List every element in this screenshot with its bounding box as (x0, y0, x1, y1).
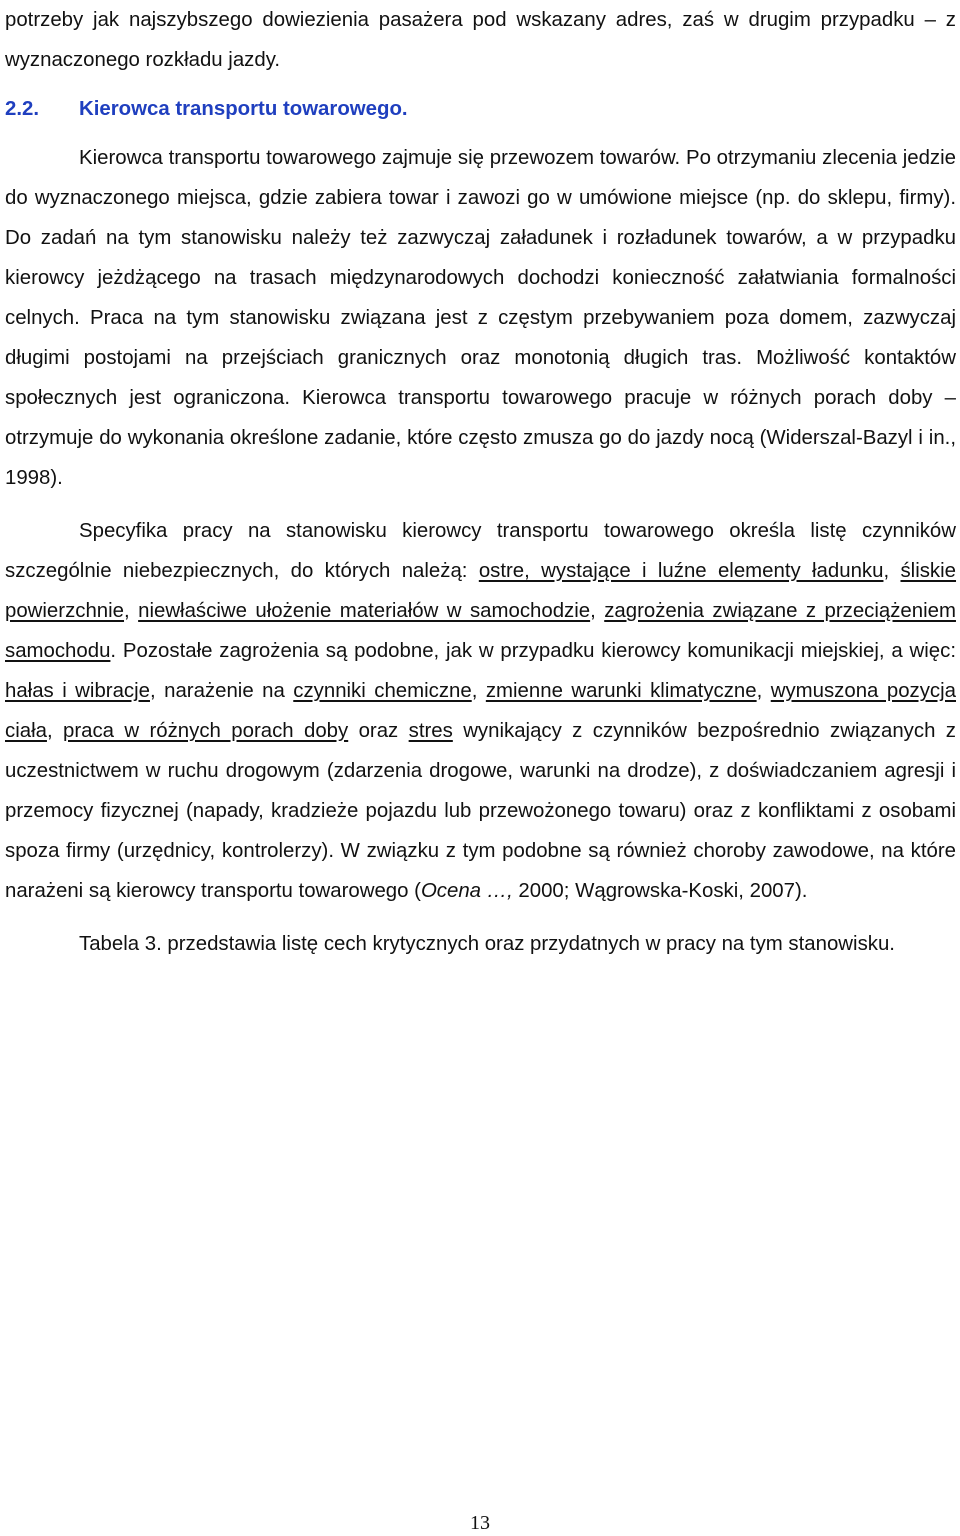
hazard-term: hałas i wibracje (5, 680, 150, 702)
hazard-term: niewłaściwe ułożenie materiałów w samochodzie (138, 600, 591, 622)
spacer (5, 911, 956, 924)
paragraph-hazards (5, 511, 956, 911)
section-heading (5, 89, 956, 129)
hazard-term: zmienne warunki klimatyczne (485, 680, 757, 702)
spacer (5, 498, 956, 511)
hazard-term: śliskie powierzchnie (5, 560, 957, 622)
text-run: 2000; Wągrowska-Koski, 2007). (512, 880, 808, 902)
text-run: , (756, 680, 771, 702)
text-run: , narażenie na (149, 680, 294, 702)
spacer (5, 129, 956, 138)
section-title: Kierowca transportu towarowego. (79, 98, 408, 120)
text-run: Specyfika pracy na stanowisku kierowcy transportu towarowego określa listę czynników szczególnie niebezpiecznych, do których należą: (5, 520, 956, 582)
hazard-term: stres (408, 720, 453, 742)
paragraph-driver-description: Kierowca transportu towarowego zajmuje się przewozem towarów. Po otrzymaniu zlecenia jedzie do wyznaczonego miejsca, gdzie zabiera towar i zawozi go w umówione miejsce (np. do sklepu, firmy). Do zadań na tym stanowisku należy też zazwyczaj załadunek i rozładunek towarów, a w przypadku kierowcy jeżdżącego na trasach międzynarodowych dochodzi konieczność załatwiania formalności celnych. Praca na tym stanowisku związana jest z częstym przebywaniem poza domem, zazwyczaj długimi postojami na przejściach granicznych oraz monotonią długich tras. Możliwość kontaktów społecznych jest ograniczona. Kierowca transportu towarowego pracuje w różnych porach doby – otrzymuje do wykonania określone zadanie, które często zmusza go do jazdy nocą (Widerszal-Bazyl i in., 1998). (5, 147, 956, 489)
section-number: 2.2. (5, 98, 40, 120)
text-run: , (590, 600, 605, 622)
page-number: 13 (470, 1512, 490, 1534)
text-run: , (124, 600, 139, 622)
citation-title: Ocena …, (420, 880, 513, 902)
document-page (5, 0, 956, 964)
hazard-term: czynniki chemiczne (293, 680, 472, 702)
text-run: oraz (348, 720, 409, 742)
text-run: wynikający z czynników bezpośrednio związanych z uczestnictwem w ruchu drogowym (zdarzenia drogowe, warunki na drodze), z doświadczaniem agresji i przemocy fizycznej (napady, kradzieże pojazdu lub przewożonego towaru) oraz z konfliktami z osobami spoza firmy (urzędnicy, kontrolerzy). W związku z tym podobne są również choroby zawodowe, na które narażeni są kierowcy transportu towarowego ( (5, 720, 956, 902)
hazard-term: zagrożenia związane z przeciążeniem samochodu (5, 600, 956, 662)
paragraph-table-reference: Tabela 3. przedstawia listę cech krytycznych oraz przydatnych w pracy na tym stanowisku. (79, 933, 895, 955)
text-run: . Pozostałe zagrożenia są podobne, jak w przypadku kierowcy komunikacji miejskiej, a więc: (110, 640, 956, 662)
hazard-term: wymuszona pozycja ciała (5, 680, 956, 742)
text-run: , (46, 720, 63, 742)
intro-paragraph: potrzeby jak najszybszego dowiezienia pasażera pod wskazany adres, zaś w drugim przypadku – z wyznaczonego rozkładu jazdy. (5, 9, 956, 71)
hazard-term: praca w różnych porach doby (62, 720, 349, 742)
spacer (5, 80, 956, 89)
hazard-term: ostre, wystające i luźne elementy ładunku (478, 560, 884, 582)
text-run: , (883, 560, 901, 582)
text-run: , (471, 680, 486, 702)
